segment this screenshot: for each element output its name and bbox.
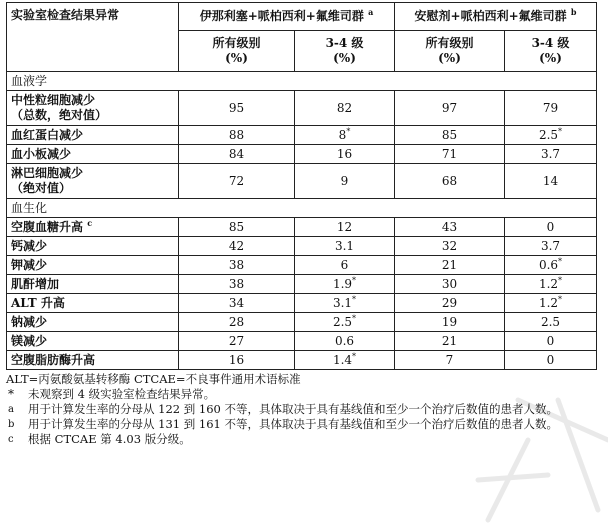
table-row bbox=[7, 218, 597, 237]
section-header-row bbox=[7, 199, 597, 218]
value-cell: 1.9* bbox=[295, 275, 395, 294]
footnotes bbox=[6, 372, 596, 447]
value-cell: 68 bbox=[395, 164, 505, 199]
lab-abnormality-table bbox=[6, 2, 597, 370]
abbreviation-note: ALT=丙氨酸氨基转移酶 CTCAE=不良事件通用术语标准 bbox=[6, 372, 301, 386]
value-cell: 27 bbox=[179, 332, 295, 351]
footnote-b: b 用于计算发生率的分母从 131 到 161 不等，具体取决于具有基线值和至少一个治疗后数值的患者人数。 bbox=[8, 417, 559, 431]
row-label: 血小板减少 bbox=[7, 145, 179, 164]
footnote-a: a 用于计算发生率的分母从 122 到 160 不等，具体取决于具有基线值和至少一个治疗后数值的患者人数。 bbox=[8, 402, 559, 416]
row-label: 钠减少 bbox=[7, 313, 179, 332]
table-row bbox=[7, 294, 597, 313]
value-cell: 3.1* bbox=[295, 294, 395, 313]
value-cell: 7 bbox=[395, 351, 505, 370]
column-header-lab: 实验室检查结果异常 bbox=[7, 3, 179, 72]
row-label: 血红蛋白减少 bbox=[7, 126, 179, 145]
row-label: 钙减少 bbox=[7, 237, 179, 256]
section-hematology bbox=[7, 72, 597, 199]
table-row bbox=[7, 91, 597, 126]
value-cell: 95 bbox=[179, 91, 295, 126]
row-label: ALT 升高 bbox=[7, 294, 179, 313]
footnote-star: * 未观察到 4 级实验室检查结果异常。 bbox=[8, 387, 216, 401]
value-cell: 21 bbox=[395, 256, 505, 275]
value-cell: 38 bbox=[179, 275, 295, 294]
value-cell: 0.6 bbox=[295, 332, 395, 351]
row-label: 镁减少 bbox=[7, 332, 179, 351]
value-cell: 82 bbox=[295, 91, 395, 126]
table-row bbox=[7, 126, 597, 145]
section-label: 血生化 bbox=[7, 199, 597, 218]
value-cell: 88 bbox=[179, 126, 295, 145]
value-cell: 3.7 bbox=[505, 145, 597, 164]
value-cell: 29 bbox=[395, 294, 505, 313]
table-row bbox=[7, 237, 597, 256]
value-cell: 14 bbox=[505, 164, 597, 199]
value-cell: 9 bbox=[295, 164, 395, 199]
value-cell: 16 bbox=[179, 351, 295, 370]
row-label: 空腹血糖升高 $^c$ bbox=[7, 218, 179, 237]
column-header-group1: 伊那利塞+哌柏西利+氟维司群 $^a$ bbox=[179, 3, 395, 31]
value-cell: 1.2* bbox=[505, 294, 597, 313]
value-cell: 79 bbox=[505, 91, 597, 126]
section-label: 血液学 bbox=[7, 72, 597, 91]
row-label: 钾减少 bbox=[7, 256, 179, 275]
row-label: 中性粒细胞减少 （总数，绝对值） bbox=[7, 91, 179, 126]
header-row-groups bbox=[7, 3, 597, 31]
value-cell: 0 bbox=[505, 332, 597, 351]
value-cell: 84 bbox=[179, 145, 295, 164]
value-cell: 71 bbox=[395, 145, 505, 164]
value-cell: 3.7 bbox=[505, 237, 597, 256]
row-label: 肌酐增加 bbox=[7, 275, 179, 294]
value-cell: 34 bbox=[179, 294, 295, 313]
value-cell: 1.2* bbox=[505, 275, 597, 294]
row-label: 空腹脂肪酶升高 bbox=[7, 351, 179, 370]
value-cell: 38 bbox=[179, 256, 295, 275]
value-cell: 21 bbox=[395, 332, 505, 351]
value-cell: 2.5* bbox=[295, 313, 395, 332]
value-cell: 12 bbox=[295, 218, 395, 237]
footnote-c: c 根据 CTCAE 第 4.03 版分级。 bbox=[8, 432, 191, 446]
value-cell: 2.5* bbox=[505, 126, 597, 145]
table-row bbox=[7, 256, 597, 275]
value-cell: 30 bbox=[395, 275, 505, 294]
table-row bbox=[7, 145, 597, 164]
value-cell: 72 bbox=[179, 164, 295, 199]
subheader-grade34: 3-4 级 (%) bbox=[295, 31, 395, 72]
document-page bbox=[6, 2, 602, 447]
table-row bbox=[7, 164, 597, 199]
value-cell: 85 bbox=[395, 126, 505, 145]
value-cell: 32 bbox=[395, 237, 505, 256]
table-row bbox=[7, 332, 597, 351]
value-cell: 43 bbox=[395, 218, 505, 237]
value-cell: 0 bbox=[505, 351, 597, 370]
value-cell: 0.6* bbox=[505, 256, 597, 275]
value-cell: 1.4* bbox=[295, 351, 395, 370]
row-label: 淋巴细胞减少 （绝对值） bbox=[7, 164, 179, 199]
value-cell: 97 bbox=[395, 91, 505, 126]
table-row bbox=[7, 351, 597, 370]
value-cell: 8* bbox=[295, 126, 395, 145]
value-cell: 16 bbox=[295, 145, 395, 164]
column-header-group2: 安慰剂+哌柏西利+氟维司群 $^b$ bbox=[395, 3, 597, 31]
value-cell: 3.1 bbox=[295, 237, 395, 256]
section-header-row bbox=[7, 72, 597, 91]
table-row bbox=[7, 275, 597, 294]
value-cell: 0 bbox=[505, 218, 597, 237]
value-cell: 42 bbox=[179, 237, 295, 256]
value-cell: 19 bbox=[395, 313, 505, 332]
subheader-grade34: 3-4 级 (%) bbox=[505, 31, 597, 72]
table-row bbox=[7, 313, 597, 332]
value-cell: 6 bbox=[295, 256, 395, 275]
value-cell: 28 bbox=[179, 313, 295, 332]
subheader-all-grades: 所有级别 (%) bbox=[179, 31, 295, 72]
subheader-all-grades: 所有级别 (%) bbox=[395, 31, 505, 72]
value-cell: 85 bbox=[179, 218, 295, 237]
value-cell: 2.5 bbox=[505, 313, 597, 332]
section-chemistry bbox=[7, 199, 597, 370]
